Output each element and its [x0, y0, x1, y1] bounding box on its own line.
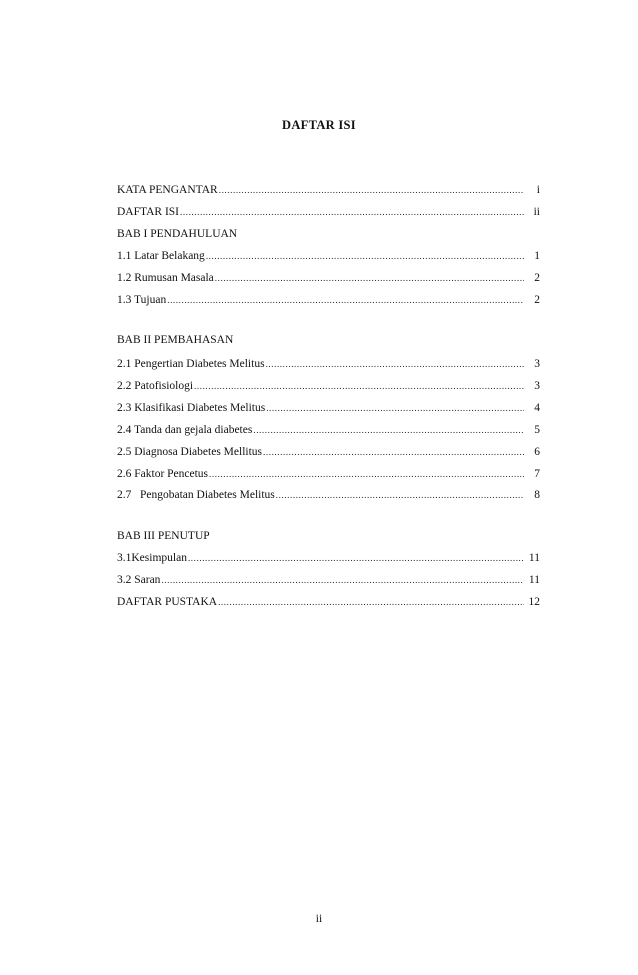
toc-entry-page: ii [533, 206, 540, 218]
toc-heading-bab-2 [117, 333, 540, 347]
toc-entry-2-1 [117, 357, 540, 371]
dot-leader [180, 205, 524, 219]
dot-leader [206, 249, 524, 263]
toc-entry-1-1 [117, 249, 540, 263]
toc-entry-1-2 [117, 271, 540, 285]
dot-leader [218, 595, 524, 609]
toc-entry-2-4 [117, 423, 540, 437]
toc-entry-page: 3 [534, 380, 540, 392]
toc-entry-label: 2.4 Tanda dan gejala diabetes [117, 424, 253, 436]
toc-entry-page: 12 [528, 596, 540, 608]
toc-heading-label: BAB I PENDAHULUAN [117, 228, 238, 240]
dot-leader [219, 183, 524, 197]
toc-heading-label: BAB II PEMBAHASAN [117, 334, 234, 346]
dot-leader [194, 379, 524, 393]
toc-entry-label: 1.1 Latar Belakang [117, 250, 205, 262]
dot-leader [188, 551, 524, 565]
toc-entry-page: 5 [534, 424, 540, 436]
dot-leader [266, 401, 524, 415]
toc-entry-page: 6 [534, 446, 540, 458]
toc-entry-label: 2.2 Patofisiologi [117, 380, 194, 392]
toc-entry-label: 2.7 Pengobatan Diabetes Melitus [117, 489, 275, 501]
toc-entry-2-2 [117, 379, 540, 393]
toc-entry-page: 3 [534, 358, 540, 370]
toc-heading-label: BAB III PENUTUP [117, 530, 210, 542]
toc-entry-label: 1.2 Rumusan Masala [117, 272, 214, 284]
toc-entry-daftar-pustaka [117, 595, 540, 609]
toc-entry-page: 8 [534, 489, 540, 501]
toc-entry-page: 2 [534, 272, 540, 284]
toc-entry-page: 2 [534, 294, 540, 306]
page-number: ii [315, 913, 323, 925]
toc-entry-3-1 [117, 551, 540, 565]
toc-entry-1-3 [117, 293, 540, 307]
toc-entry-label: 3.1Kesimpulan [117, 552, 187, 564]
toc-entry-2-5 [117, 445, 540, 459]
toc-entry-label: DAFTAR PUSTAKA [117, 596, 218, 608]
dot-leader [167, 293, 524, 307]
toc-entry-page: 1 [534, 250, 540, 262]
toc-entry-3-2 [117, 573, 540, 587]
dot-leader [253, 423, 524, 437]
toc-entry-2-3 [117, 401, 540, 415]
toc-entry-page: 11 [528, 552, 540, 564]
dot-leader [161, 573, 524, 587]
toc-entry-2-7 [117, 488, 540, 502]
dot-leader [276, 488, 524, 502]
toc-entry-2-6 [117, 467, 540, 481]
toc-entry-label: KATA PENGANTAR [117, 184, 218, 196]
toc-heading-bab-3 [117, 529, 540, 543]
toc-heading-bab-1 [117, 227, 540, 241]
dot-leader [266, 357, 524, 371]
toc-entry-page: 7 [534, 468, 540, 480]
dot-leader [263, 445, 524, 459]
toc-entry-label: 2.1 Pengertian Diabetes Melitus [117, 358, 265, 370]
dot-leader [209, 467, 524, 481]
toc-entry-daftar-isi [117, 205, 540, 219]
page-title: DAFTAR ISI [282, 118, 356, 132]
dot-leader [215, 271, 524, 285]
toc-entry-page: 4 [534, 402, 540, 414]
toc-entry-page: 11 [528, 574, 540, 586]
toc-entry-label: 2.6 Faktor Pencetus [117, 468, 209, 480]
toc-entry-label: 3.2 Saran [117, 574, 161, 586]
toc-entry-label: 1.3 Tujuan [117, 294, 167, 306]
toc-entry-label: DAFTAR ISI [117, 206, 180, 218]
toc-entry-label: 2.3 Klasifikasi Diabetes Melitus [117, 402, 266, 414]
toc-entry-label: 2.5 Diagnosa Diabetes Mellitus [117, 446, 263, 458]
toc-entry-page: i [536, 184, 540, 196]
toc-entry-kata-pengantar [117, 183, 540, 197]
